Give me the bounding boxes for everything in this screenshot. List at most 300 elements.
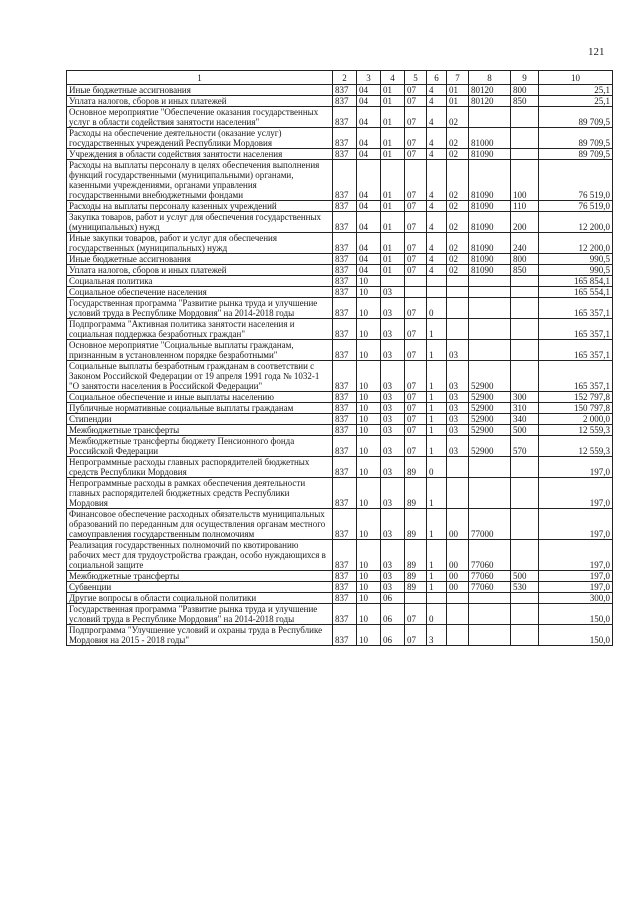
row-code: 10 [357, 457, 381, 478]
row-code: 06 [381, 593, 405, 604]
row-code: 02 [447, 149, 469, 160]
row-code: 03 [381, 403, 405, 414]
row-code: 07 [405, 96, 427, 107]
row-amount: 990,5 [539, 265, 613, 276]
row-name: Другие вопросы в области социальной политики [67, 593, 333, 604]
row-code: 07 [405, 201, 427, 212]
row-code: 0 [427, 457, 447, 478]
row-code: 04 [357, 265, 381, 276]
row-amount: 2 000,0 [539, 414, 613, 425]
row-amount: 197,0 [539, 540, 613, 571]
row-code: 07 [405, 265, 427, 276]
row-code: 81090 [469, 265, 511, 276]
row-code [511, 604, 539, 625]
row-code: 1 [427, 319, 447, 340]
table-row [67, 457, 613, 478]
row-code: 4 [427, 212, 447, 233]
row-code: 837 [333, 593, 357, 604]
row-amount: 165 854,1 [539, 276, 613, 287]
row-code: 04 [357, 160, 381, 201]
row-name: Государственная программа "Развитие рынка труда и улучшение условий труда в Республике Мордовия" на 2014-2018 годы [67, 604, 333, 625]
row-name: Подпрограмма "Улучшение условий и охраны труда в Республике Мордовия на 2015 - 2018 годы" [67, 625, 333, 646]
row-code: 81000 [469, 128, 511, 149]
table-row [67, 128, 613, 149]
row-code: 4 [427, 265, 447, 276]
row-code: 10 [357, 540, 381, 571]
row-name: Уплата налогов, сборов и иных платежей [67, 96, 333, 107]
row-code: 03 [381, 478, 405, 509]
row-code [511, 457, 539, 478]
row-code [405, 287, 427, 298]
row-code: 02 [447, 160, 469, 201]
row-name: Социальные выплаты безработным гражданам в соответствии с Законом Российской Федерации от 19 апреля 1991 года № 1032-1 "О занятости населения в Российской Федерации" [67, 361, 333, 392]
table-row [67, 298, 613, 319]
row-code: 07 [405, 85, 427, 96]
row-amount: 300,0 [539, 593, 613, 604]
row-code: 837 [333, 403, 357, 414]
row-amount: 76 519,0 [539, 201, 613, 212]
row-code [511, 298, 539, 319]
row-code: 837 [333, 287, 357, 298]
row-code: 0 [427, 604, 447, 625]
column-header: 5 [405, 71, 427, 85]
row-code: 570 [511, 436, 539, 457]
row-name: Социальная политика [67, 276, 333, 287]
table-row [67, 276, 613, 287]
row-code: 1 [427, 414, 447, 425]
row-amount: 12 200,0 [539, 233, 613, 254]
row-code: 52900 [469, 425, 511, 436]
row-code: 77000 [469, 509, 511, 540]
row-code: 02 [447, 128, 469, 149]
row-code: 03 [381, 298, 405, 319]
table-row [67, 212, 613, 233]
row-code [469, 276, 511, 287]
row-code: 10 [357, 298, 381, 319]
row-amount: 150,0 [539, 604, 613, 625]
row-code: 03 [447, 361, 469, 392]
row-amount: 12 559,3 [539, 425, 613, 436]
row-code: 837 [333, 571, 357, 582]
row-code: 02 [447, 201, 469, 212]
row-code: 80120 [469, 85, 511, 96]
row-code: 81090 [469, 233, 511, 254]
row-code: 10 [357, 340, 381, 361]
table-row [67, 425, 613, 436]
table-row [67, 233, 613, 254]
row-code: 06 [381, 604, 405, 625]
row-amount: 197,0 [539, 582, 613, 593]
row-code: 837 [333, 276, 357, 287]
page-number: 121 [588, 46, 605, 58]
row-name: Финансовое обеспечение расходных обязательств муниципальных образований по переданным для осуществления органам местного самоуправления государственным полномочиям [67, 509, 333, 540]
row-amount: 165 357,1 [539, 340, 613, 361]
row-code: 10 [357, 625, 381, 646]
column-header: 1 [67, 71, 333, 85]
row-code: 03 [381, 582, 405, 593]
row-code: 07 [405, 107, 427, 128]
row-code [427, 276, 447, 287]
row-name: Расходы на выплаты персоналу казенных учреждений [67, 201, 333, 212]
row-code: 530 [511, 582, 539, 593]
row-code: 52900 [469, 436, 511, 457]
row-name: Основное мероприятие "Социальные выплаты гражданам, признанным в установленном порядке безработными" [67, 340, 333, 361]
row-name: Публичные нормативные социальные выплаты гражданам [67, 403, 333, 414]
row-code: 03 [381, 457, 405, 478]
row-amount: 197,0 [539, 457, 613, 478]
row-code: 1 [427, 340, 447, 361]
row-name: Иные бюджетные ассигнования [67, 85, 333, 96]
row-code: 04 [357, 96, 381, 107]
row-code [511, 625, 539, 646]
row-amount: 89 709,5 [539, 107, 613, 128]
row-code: 3 [427, 625, 447, 646]
row-code: 07 [405, 604, 427, 625]
row-code: 200 [511, 212, 539, 233]
row-code: 03 [381, 509, 405, 540]
row-code: 03 [381, 571, 405, 582]
row-amount: 76 519,0 [539, 160, 613, 201]
row-code: 01 [381, 201, 405, 212]
row-amount: 197,0 [539, 571, 613, 582]
row-name: Уплата налогов, сборов и иных платежей [67, 265, 333, 276]
row-name: Реализация государственных полномочий по квотированию рабочих мест для трудоустройства граждан, особо нуждающихся в социальной защите [67, 540, 333, 571]
row-code: 1 [427, 571, 447, 582]
row-code: 03 [381, 540, 405, 571]
table-row [67, 392, 613, 403]
row-code: 837 [333, 160, 357, 201]
column-header: 9 [511, 71, 539, 85]
row-code: 300 [511, 392, 539, 403]
row-code: 52900 [469, 361, 511, 392]
row-code: 02 [447, 254, 469, 265]
row-code: 03 [381, 361, 405, 392]
row-code: 10 [357, 509, 381, 540]
row-code: 10 [357, 414, 381, 425]
row-name: Субвенции [67, 582, 333, 593]
row-name: Подпрограмма "Активная политика занятости населения и социальная поддержка безработных граждан" [67, 319, 333, 340]
row-amount: 165 357,1 [539, 298, 613, 319]
table-row [67, 160, 613, 201]
row-code [511, 478, 539, 509]
table-header-row [67, 71, 613, 85]
row-code [469, 478, 511, 509]
row-code: 81090 [469, 201, 511, 212]
row-code [447, 287, 469, 298]
row-code [447, 298, 469, 319]
row-code: 4 [427, 233, 447, 254]
row-code: 07 [405, 319, 427, 340]
row-code: 1 [427, 425, 447, 436]
row-code: 07 [405, 403, 427, 414]
table-row [67, 287, 613, 298]
row-code [469, 340, 511, 361]
row-code [511, 149, 539, 160]
row-code: 04 [357, 212, 381, 233]
row-code: 500 [511, 571, 539, 582]
row-code: 01 [381, 233, 405, 254]
row-name: Расходы на обеспечение деятельности (оказание услуг) государственных учреждений Республики Мордовия [67, 128, 333, 149]
row-code: 04 [357, 254, 381, 265]
row-code: 110 [511, 201, 539, 212]
row-code: 0 [427, 298, 447, 319]
row-code [447, 593, 469, 604]
row-amount: 165 554,1 [539, 287, 613, 298]
table-row [67, 403, 613, 414]
row-code: 4 [427, 160, 447, 201]
row-code: 837 [333, 96, 357, 107]
row-code: 10 [357, 319, 381, 340]
row-code: 10 [357, 478, 381, 509]
column-header: 2 [333, 71, 357, 85]
row-code: 07 [405, 149, 427, 160]
row-code [447, 604, 469, 625]
row-code: 837 [333, 582, 357, 593]
row-amount: 990,5 [539, 254, 613, 265]
row-name: Социальное обеспечение и иные выплаты населению [67, 392, 333, 403]
row-code: 03 [381, 425, 405, 436]
table-row [67, 571, 613, 582]
row-amount: 165 357,1 [539, 361, 613, 392]
table-row [67, 107, 613, 128]
row-code: 07 [405, 436, 427, 457]
row-code: 837 [333, 201, 357, 212]
row-code [469, 298, 511, 319]
row-code: 04 [357, 85, 381, 96]
column-header: 6 [427, 71, 447, 85]
row-name: Межбюджетные трансферты бюджету Пенсионного фонда Российской Федерации [67, 436, 333, 457]
row-code: 07 [405, 233, 427, 254]
row-code: 4 [427, 149, 447, 160]
row-code: 04 [357, 149, 381, 160]
row-code: 1 [427, 436, 447, 457]
table-row [67, 414, 613, 425]
row-name: Межбюджетные трансферты [67, 571, 333, 582]
row-code: 06 [381, 625, 405, 646]
row-code: 1 [427, 540, 447, 571]
row-code: 837 [333, 233, 357, 254]
table-row [67, 509, 613, 540]
row-code: 837 [333, 436, 357, 457]
row-code: 837 [333, 478, 357, 509]
row-code [511, 540, 539, 571]
row-code: 00 [447, 582, 469, 593]
row-code: 01 [381, 254, 405, 265]
row-code: 837 [333, 414, 357, 425]
row-code: 52900 [469, 392, 511, 403]
row-code: 850 [511, 96, 539, 107]
row-code [511, 509, 539, 540]
row-code: 1 [427, 582, 447, 593]
row-code: 4 [427, 254, 447, 265]
row-code: 89 [405, 540, 427, 571]
row-name: Закупка товаров, работ и услуг для обеспечения государственных (муниципальных) нужд [67, 212, 333, 233]
row-code: 01 [381, 128, 405, 149]
row-code [447, 457, 469, 478]
row-code: 03 [381, 287, 405, 298]
table-row [67, 478, 613, 509]
table-row [67, 436, 613, 457]
row-code: 1 [427, 403, 447, 414]
row-code [447, 625, 469, 646]
row-code: 800 [511, 254, 539, 265]
table-row [67, 540, 613, 571]
row-code: 837 [333, 254, 357, 265]
row-code: 4 [427, 96, 447, 107]
row-code: 4 [427, 128, 447, 149]
row-code: 4 [427, 85, 447, 96]
row-code: 837 [333, 340, 357, 361]
table-row [67, 340, 613, 361]
row-code [469, 593, 511, 604]
row-code: 1 [427, 509, 447, 540]
row-code [405, 593, 427, 604]
column-header: 3 [357, 71, 381, 85]
row-code: 03 [381, 340, 405, 361]
row-code: 81090 [469, 149, 511, 160]
row-amount: 12 559,3 [539, 436, 613, 457]
row-code: 81090 [469, 254, 511, 265]
row-code: 01 [447, 96, 469, 107]
row-name: Иные закупки товаров, работ и услуг для обеспечения государственных (муниципальных) нужд [67, 233, 333, 254]
row-code [511, 287, 539, 298]
row-code: 52900 [469, 403, 511, 414]
row-code: 1 [427, 478, 447, 509]
row-code: 81090 [469, 212, 511, 233]
row-code: 240 [511, 233, 539, 254]
column-header: 7 [447, 71, 469, 85]
row-code: 02 [447, 233, 469, 254]
row-code: 837 [333, 425, 357, 436]
table-row [67, 201, 613, 212]
row-code: 1 [427, 361, 447, 392]
row-code: 01 [381, 96, 405, 107]
row-name: Иные бюджетные ассигнования [67, 254, 333, 265]
column-header: 8 [469, 71, 511, 85]
table-row [67, 361, 613, 392]
row-amount: 197,0 [539, 478, 613, 509]
row-amount: 89 709,5 [539, 128, 613, 149]
row-code: 01 [381, 160, 405, 201]
table-row [67, 593, 613, 604]
row-code [469, 457, 511, 478]
row-code [469, 625, 511, 646]
row-code [447, 276, 469, 287]
row-code: 03 [381, 414, 405, 425]
row-code: 07 [405, 254, 427, 265]
row-code: 89 [405, 509, 427, 540]
row-code: 850 [511, 265, 539, 276]
row-code: 89 [405, 582, 427, 593]
row-code: 837 [333, 107, 357, 128]
row-amount: 25,1 [539, 85, 613, 96]
row-code: 80120 [469, 96, 511, 107]
row-code [511, 593, 539, 604]
row-code: 03 [447, 436, 469, 457]
row-name: Стипендии [67, 414, 333, 425]
row-code: 837 [333, 85, 357, 96]
table-body [67, 85, 613, 646]
row-amount: 25,1 [539, 96, 613, 107]
table-row [67, 625, 613, 646]
row-code: 837 [333, 540, 357, 571]
row-code: 89 [405, 457, 427, 478]
row-code: 07 [405, 340, 427, 361]
table-row [67, 604, 613, 625]
row-code: 340 [511, 414, 539, 425]
row-name: Межбюджетные трансферты [67, 425, 333, 436]
row-name: Социальное обеспечение населения [67, 287, 333, 298]
row-code: 837 [333, 604, 357, 625]
row-code: 04 [357, 107, 381, 128]
row-code: 77060 [469, 571, 511, 582]
row-name: Непрограммные расходы главных распорядителей бюджетных средств Республики Мордовия [67, 457, 333, 478]
row-amount: 152 797,8 [539, 392, 613, 403]
row-code: 10 [357, 571, 381, 582]
row-code: 01 [381, 85, 405, 96]
row-name: Расходы на выплаты персоналу в целях обеспечения выполнения функций государственными (муниципальными) органами, казенными учреждениями, органами управления государственными внебюджетными фондами [67, 160, 333, 201]
row-amount: 12 200,0 [539, 212, 613, 233]
row-code: 03 [381, 319, 405, 340]
row-code: 04 [357, 233, 381, 254]
table-row [67, 319, 613, 340]
row-code: 310 [511, 403, 539, 414]
row-code: 4 [427, 107, 447, 128]
table-row [67, 582, 613, 593]
budget-table [66, 70, 613, 646]
row-code: 04 [357, 201, 381, 212]
row-code: 10 [357, 287, 381, 298]
table-row [67, 265, 613, 276]
row-code [405, 276, 427, 287]
row-code: 10 [357, 604, 381, 625]
row-code: 00 [447, 571, 469, 582]
row-code: 10 [357, 425, 381, 436]
row-code: 03 [381, 392, 405, 403]
row-code: 10 [357, 403, 381, 414]
row-amount: 89 709,5 [539, 149, 613, 160]
row-code: 4 [427, 201, 447, 212]
row-code [511, 107, 539, 128]
row-code: 89 [405, 478, 427, 509]
row-code: 03 [447, 340, 469, 361]
row-code [469, 319, 511, 340]
row-code [381, 276, 405, 287]
row-code: 07 [405, 212, 427, 233]
row-code: 89 [405, 571, 427, 582]
row-amount: 150 797,8 [539, 403, 613, 414]
row-code: 837 [333, 509, 357, 540]
row-code: 837 [333, 625, 357, 646]
row-code: 837 [333, 319, 357, 340]
row-code: 02 [447, 212, 469, 233]
row-code: 07 [405, 414, 427, 425]
row-code: 07 [405, 392, 427, 403]
table-row [67, 149, 613, 160]
row-code: 01 [381, 107, 405, 128]
table-row [67, 254, 613, 265]
row-code: 500 [511, 425, 539, 436]
row-code: 10 [357, 593, 381, 604]
row-name: Основное мероприятие "Обеспечение оказания государственных услуг в области содействия занятости населения" [67, 107, 333, 128]
row-code: 77060 [469, 582, 511, 593]
row-code: 07 [405, 625, 427, 646]
row-code: 837 [333, 457, 357, 478]
row-code: 03 [381, 436, 405, 457]
row-code: 800 [511, 85, 539, 96]
row-code: 00 [447, 540, 469, 571]
row-code: 10 [357, 436, 381, 457]
